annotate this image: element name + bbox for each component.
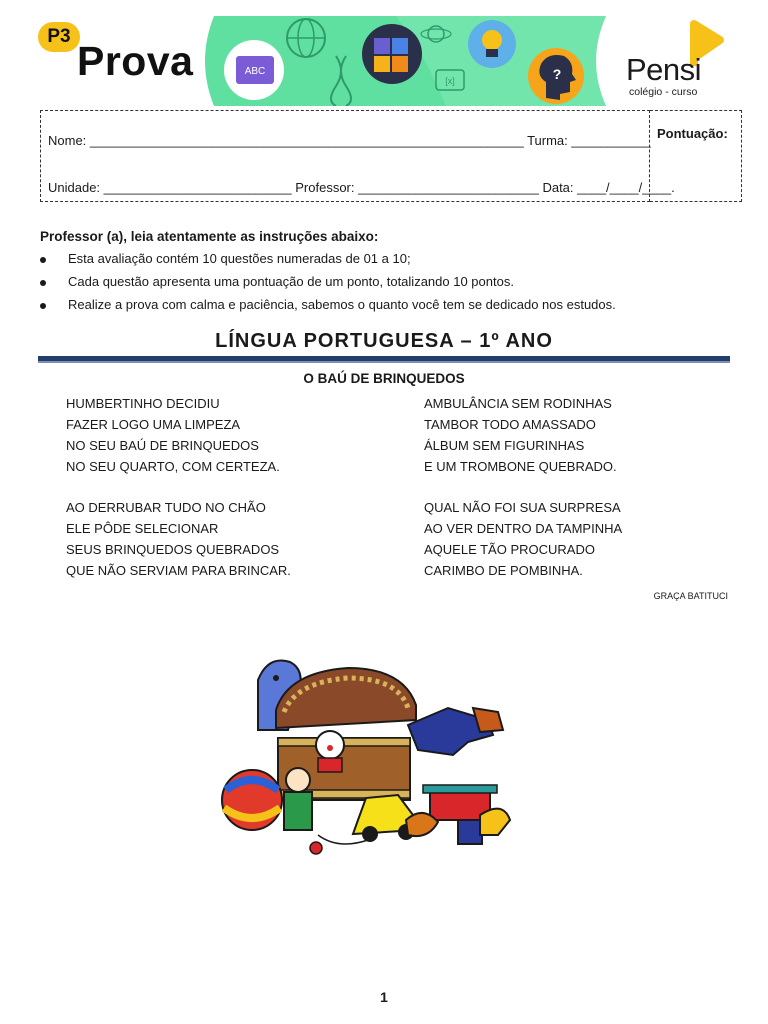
poem-stanza bbox=[66, 393, 280, 477]
poem-stanza bbox=[424, 497, 622, 581]
poem-line: QUE NÃO SERVIAM PARA BRINCAR. bbox=[66, 563, 291, 578]
header-banner bbox=[196, 16, 636, 106]
logo-name: Pensi bbox=[626, 52, 702, 87]
instruction-item: Realize a prova com calma e paciência, sabemos o quanto você tem se dedicado nos estudos. bbox=[68, 297, 616, 312]
poem-line: HUMBERTINHO DECIDIU bbox=[66, 396, 220, 411]
poem-line: AO DERRUBAR TUDO NO CHÃO bbox=[66, 500, 266, 515]
poem-line: FAZER LOGO UMA LIMPEZA bbox=[66, 417, 241, 432]
instructions-title: Professor (a), leia atentamente as instruções abaixo: bbox=[40, 229, 379, 244]
poem-line: CARIMBO DE POMBINHA. bbox=[424, 563, 583, 578]
doll-icon bbox=[316, 731, 344, 772]
clown-toy-icon bbox=[284, 768, 312, 830]
ball-icon bbox=[222, 770, 282, 830]
poem-line: SEUS BRINQUEDOS QUEBRADOS bbox=[66, 542, 280, 557]
trumpet-icon bbox=[406, 813, 438, 836]
bullet bbox=[40, 303, 46, 309]
svg-text:?: ? bbox=[552, 66, 562, 82]
poem-line: AMBULÂNCIA SEM RODINHAS bbox=[424, 396, 612, 411]
unit-teacher-date-field[interactable]: Unidade: __________________________ Professor: _________________________ Data: ____/____/____. bbox=[48, 180, 675, 195]
lightbulb-icon bbox=[468, 20, 516, 68]
poem-line: AO VER DENTRO DA TAMPINHA bbox=[424, 521, 623, 536]
book-icon bbox=[224, 40, 284, 100]
poem-line: ÁLBUM SEM FIGURINHAS bbox=[424, 438, 585, 453]
page-number: 1 bbox=[380, 989, 388, 1005]
poem-line: E UM TROMBONE QUEBRADO. bbox=[424, 459, 617, 474]
poem-line: ELE PÔDE SELECIONAR bbox=[66, 521, 219, 536]
page-title: Prova bbox=[77, 38, 194, 84]
bullet bbox=[40, 257, 46, 263]
logo-subtitle: colégio - curso bbox=[629, 86, 698, 98]
poem-line: NO SEU QUARTO, COM CERTEZA. bbox=[66, 459, 280, 474]
poem-author: GRAÇA BATITUCI bbox=[653, 591, 728, 601]
poem-line: TAMBOR TODO AMASSADO bbox=[424, 417, 596, 432]
score-label: Pontuação: bbox=[657, 126, 728, 141]
instruction-item: Esta avaliação contém 10 questões numeradas de 01 a 10; bbox=[68, 251, 411, 266]
numbers-icon-label: [x] bbox=[445, 76, 455, 86]
poem-stanza bbox=[424, 393, 617, 477]
section-divider-shadow bbox=[38, 361, 730, 363]
bullet bbox=[40, 280, 46, 286]
puzzle-icon bbox=[362, 24, 422, 84]
poem-line: AQUELE TÃO PROCURADO bbox=[424, 542, 595, 557]
instruction-item: Cada questão apresenta uma pontuação de um ponto, totalizando 10 pontos. bbox=[68, 274, 514, 289]
poem-title: O BAÚ DE BRINQUEDOS bbox=[303, 371, 465, 386]
book-icon-label: ABC bbox=[244, 66, 266, 77]
toy-chest-illustration bbox=[218, 650, 518, 860]
boot-icon bbox=[408, 708, 503, 755]
name-class-field[interactable]: Nome: ____________________________________________________________ Turma: ___________ bbox=[48, 133, 651, 148]
question-head-icon bbox=[528, 48, 584, 104]
pull-string-icon bbox=[310, 835, 368, 854]
poem-stanza bbox=[66, 497, 291, 581]
poem-line: QUAL NÃO FOI SUA SURPRESA bbox=[424, 500, 621, 515]
poem-line: NO SEU BAÚ DE BRINQUEDOS bbox=[66, 438, 259, 453]
p3-badge: P3 bbox=[38, 22, 80, 52]
section-title: LÍNGUA PORTUGUESA – 1º ANO bbox=[215, 330, 553, 352]
